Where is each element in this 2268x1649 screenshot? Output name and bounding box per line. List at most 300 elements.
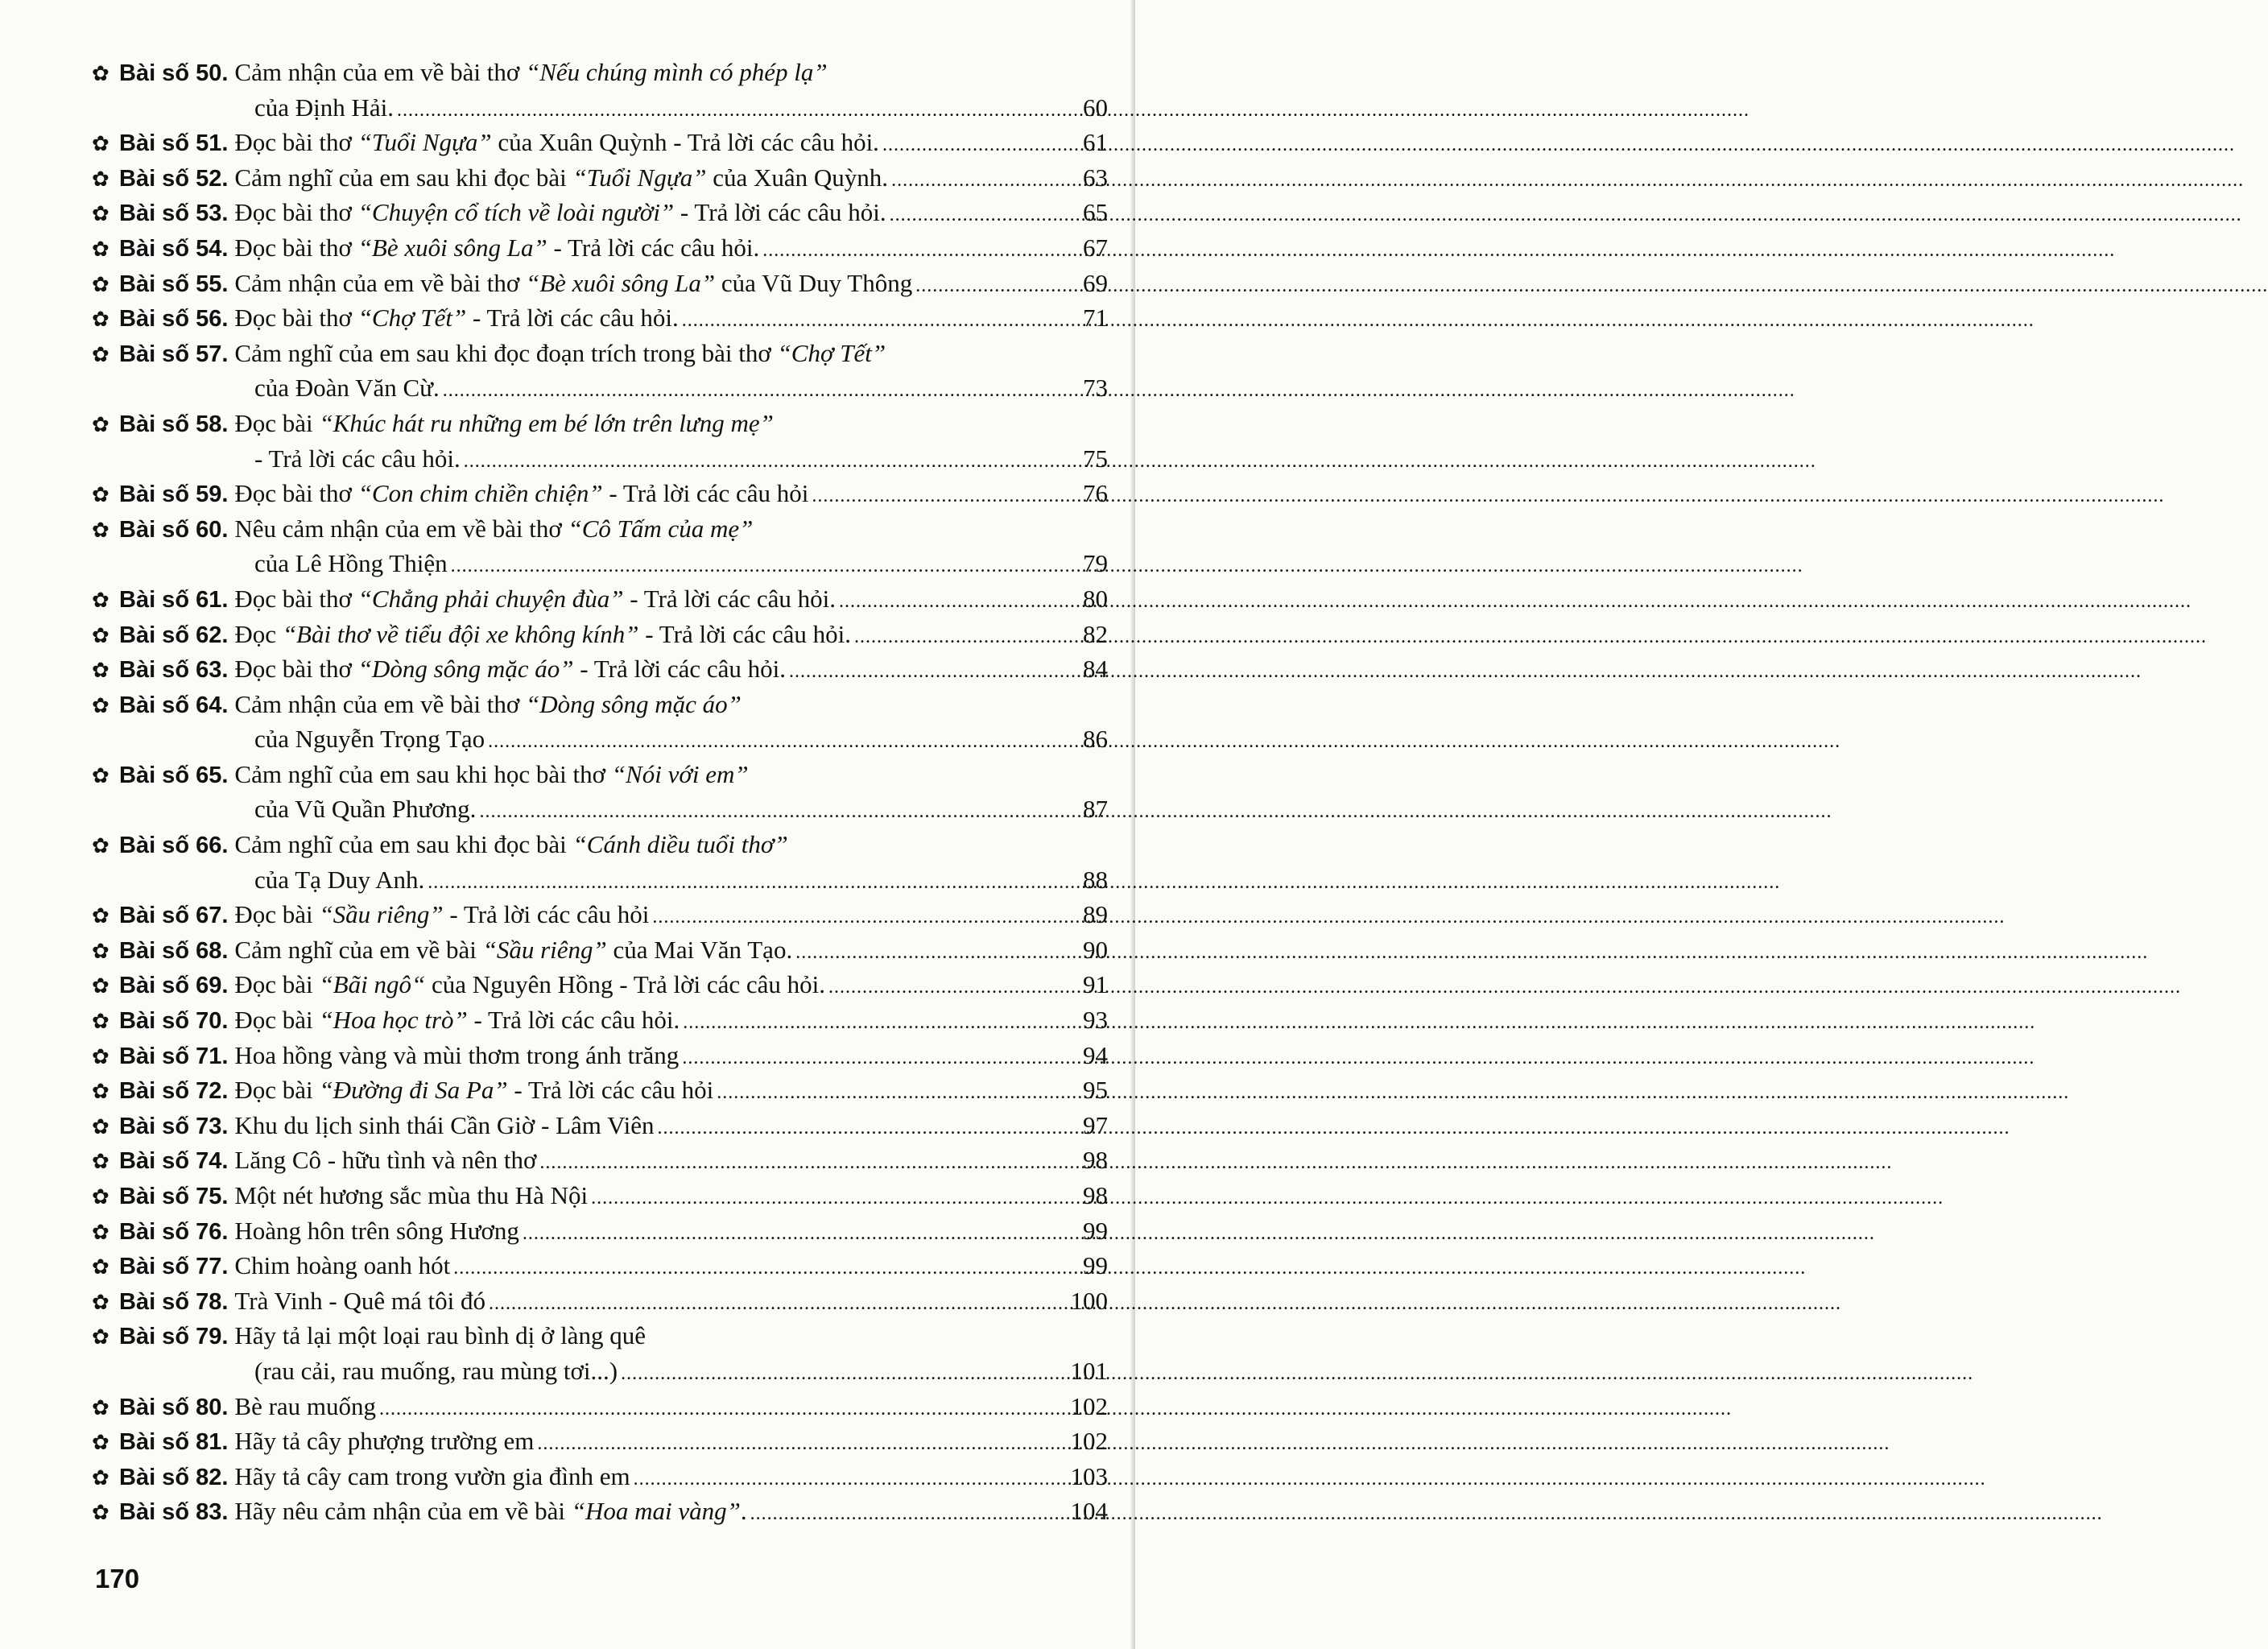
flower-bullet-icon: ✿ — [92, 202, 109, 227]
toc-entry — [92, 476, 1108, 511]
entry-title — [234, 406, 773, 441]
dot-leader — [682, 1038, 1077, 1077]
toc-entry — [92, 1178, 1108, 1213]
toc-entry — [92, 932, 1108, 968]
title-segment: Hãy nêu cảm nhận của em về bài — [234, 1497, 572, 1526]
entry-label: Bài số 71. — [119, 1043, 229, 1069]
entry-title — [234, 336, 886, 371]
entry-label: Bài số 64. — [119, 692, 229, 718]
entry-title — [254, 791, 476, 827]
entry-label: Bài số 61. — [119, 586, 229, 613]
entry-title — [234, 1002, 680, 1038]
dot-leader — [489, 1283, 1068, 1322]
flower-bullet-icon: ✿ — [92, 939, 109, 964]
entry-label: Bài số 54. — [119, 235, 229, 262]
entry-label: Bài số 60. — [119, 516, 229, 543]
title-italic-segment: “Dòng sông mặc áo” — [526, 689, 742, 718]
title-segment: - Trả lời các câu hỏi. — [254, 444, 461, 473]
entry-title — [254, 370, 440, 406]
entry-title — [254, 90, 394, 126]
flower-bullet-icon: ✿ — [92, 904, 109, 929]
dot-leader — [890, 195, 1077, 234]
toc-line — [92, 687, 1108, 722]
entry-title — [234, 757, 748, 792]
dot-leader — [854, 617, 1077, 655]
title-segment: của Nguyên Hồng - Trả lời các câu hỏi. — [425, 970, 825, 999]
entry-title — [234, 511, 753, 547]
entry-page-number: 63 — [1083, 163, 1108, 192]
title-italic-segment: “Bãi ngô“ — [319, 970, 426, 999]
entry-label: Bài số 76. — [119, 1218, 229, 1245]
toc-entry — [92, 160, 1108, 196]
toc-entry — [92, 406, 1108, 476]
entry-label: Bài số 77. — [119, 1254, 229, 1280]
entry-page-number: 80 — [1083, 584, 1108, 613]
entry-title — [234, 1424, 534, 1459]
entry-page-number: 94 — [1083, 1040, 1108, 1069]
entry-page-number: 91 — [1083, 970, 1108, 999]
entry-title — [234, 55, 827, 90]
toc-line — [92, 370, 1108, 406]
dot-leader — [658, 1108, 1078, 1147]
toc-line — [92, 1002, 1108, 1038]
entry-title — [234, 1072, 713, 1108]
title-segment: - Trả lời các câu hỏi. — [547, 233, 760, 262]
flower-bullet-icon: ✿ — [92, 62, 109, 86]
entry-page-number: 61 — [1083, 128, 1108, 157]
toc-line — [92, 195, 1108, 230]
title-segment: Chim hoàng oanh hót — [234, 1251, 451, 1280]
entry-label: Bài số 51. — [119, 130, 229, 157]
entry-title — [234, 1178, 588, 1213]
toc-line — [92, 1108, 1108, 1143]
entry-page-number: 88 — [1083, 865, 1108, 894]
toc-entry — [92, 1424, 1108, 1459]
title-segment: của Xuân Quỳnh. — [706, 163, 889, 192]
entry-label: Bài số 67. — [119, 903, 229, 929]
flower-bullet-icon: ✿ — [92, 1010, 109, 1035]
toc-line — [92, 406, 1108, 441]
flower-bullet-icon: ✿ — [92, 1150, 109, 1175]
entry-page-number: 101 — [1070, 1356, 1108, 1385]
toc-line — [92, 721, 1108, 757]
entry-title — [234, 651, 786, 687]
title-segment: Đọc — [234, 619, 283, 648]
title-segment: Đọc bài thơ — [234, 479, 358, 508]
dot-leader — [717, 1072, 1077, 1111]
toc-entry — [92, 827, 1108, 897]
title-segment: của Lê Hồng Thiện — [254, 549, 448, 578]
entry-page-number: 99 — [1083, 1251, 1108, 1280]
entry-title — [234, 687, 741, 722]
dot-leader — [451, 546, 1077, 585]
title-segment: Khu du lịch sinh thái Cần Giờ - Lâm Viên — [234, 1110, 655, 1139]
toc-line — [92, 125, 1108, 160]
flower-bullet-icon: ✿ — [92, 659, 109, 684]
title-segment: Đọc bài thơ — [234, 304, 358, 333]
entry-label: Bài số 57. — [119, 341, 229, 367]
flower-bullet-icon: ✿ — [92, 483, 109, 508]
entry-label: Bài số 53. — [119, 200, 229, 227]
entry-label: Bài số 63. — [119, 657, 229, 684]
dot-leader — [795, 932, 1077, 971]
dot-leader — [443, 370, 1077, 409]
entry-title — [234, 1283, 485, 1319]
toc-entry — [92, 967, 1108, 1002]
entry-label: Bài số 62. — [119, 622, 229, 648]
toc-line — [92, 90, 1108, 126]
dot-leader — [882, 125, 1077, 163]
title-segment: Cảm nghĩ của em sau khi học bài thơ — [234, 759, 612, 788]
title-segment: - Trả lời các câu hỏi — [443, 900, 650, 929]
title-italic-segment: “Cánh diều tuổi thơ” — [572, 830, 788, 859]
entry-page-number: 67 — [1083, 233, 1108, 262]
toc-entry — [92, 1459, 1108, 1494]
entry-label: Bài số 73. — [119, 1113, 229, 1139]
title-segment: Đọc bài thơ — [234, 655, 358, 684]
toc-line — [92, 1318, 1108, 1354]
entry-label: Bài số 70. — [119, 1008, 229, 1035]
toc-entry — [92, 1494, 1108, 1529]
toc-line — [92, 617, 1108, 652]
entry-label: Bài số 59. — [119, 481, 229, 508]
title-segment: Đọc bài thơ — [234, 233, 358, 262]
dot-leader — [488, 721, 1077, 760]
entry-page-number: 89 — [1083, 900, 1108, 929]
title-segment: - Trả lời các câu hỏi. — [467, 1006, 680, 1035]
toc-entry — [92, 1072, 1108, 1108]
dot-leader — [621, 1354, 1067, 1392]
toc-line — [92, 230, 1108, 266]
toc-line — [92, 1459, 1108, 1494]
entry-page-number: 86 — [1083, 725, 1108, 754]
entry-title — [234, 266, 912, 301]
entry-title — [234, 1213, 519, 1249]
entry-title — [234, 1143, 536, 1178]
title-italic-segment: “Con chim chiền chiện” — [357, 479, 603, 508]
entry-label: Bài số 81. — [119, 1429, 229, 1456]
flower-bullet-icon: ✿ — [92, 1325, 109, 1350]
dot-leader — [464, 441, 1077, 480]
entry-label: Bài số 69. — [119, 973, 229, 999]
entry-title — [234, 1038, 679, 1073]
title-italic-segment: “Nói với em” — [611, 759, 749, 788]
toc-entry — [92, 651, 1108, 687]
entry-page-number: 103 — [1070, 1461, 1108, 1490]
entry-page-number: 102 — [1070, 1427, 1108, 1456]
toc-entry — [92, 1038, 1108, 1073]
toc-line — [92, 1248, 1108, 1283]
toc-line — [92, 1494, 1108, 1529]
title-italic-segment: “Chợ Tết” — [777, 338, 886, 367]
dot-leader — [634, 1459, 1068, 1498]
toc-entry — [92, 1318, 1108, 1388]
toc-line — [92, 651, 1108, 687]
dot-leader — [762, 230, 1077, 269]
dot-leader — [397, 90, 1077, 129]
title-segment: Hãy tả cây cam trong vườn gia đình em — [234, 1461, 630, 1490]
flower-bullet-icon: ✿ — [92, 1080, 109, 1105]
flower-bullet-icon: ✿ — [92, 342, 109, 367]
title-segment: - Trả lời các câu hỏi. — [638, 619, 852, 648]
page-number: 170 — [95, 1564, 140, 1593]
entry-label: Bài số 78. — [119, 1288, 229, 1315]
title-segment: Cảm nhận của em về bài thơ — [234, 58, 526, 86]
entry-page-number: 75 — [1083, 444, 1108, 473]
title-segment: - Trả lời các câu hỏi. — [623, 584, 836, 613]
toc-entry — [92, 230, 1108, 266]
entry-title — [234, 1459, 630, 1494]
title-italic-segment: “Hoa mai vàng” — [571, 1497, 741, 1526]
toc-entry — [92, 511, 1108, 581]
dot-leader — [682, 300, 1077, 339]
toc-line — [92, 862, 1108, 898]
entry-page-number: 97 — [1083, 1110, 1108, 1139]
flower-bullet-icon: ✿ — [92, 518, 109, 543]
entry-page-number: 102 — [1070, 1391, 1108, 1420]
flower-bullet-icon: ✿ — [92, 272, 109, 297]
title-segment: Một nét hương sắc mùa thu Hà Nội — [234, 1181, 589, 1209]
title-segment: Đọc bài — [234, 1076, 320, 1105]
entry-title — [234, 476, 808, 511]
title-segment: Hoàng hôn trên sông Hương — [234, 1216, 519, 1245]
title-italic-segment: “Cô Tấm của mẹ” — [568, 514, 754, 543]
entry-title — [234, 827, 787, 862]
flower-bullet-icon: ✿ — [92, 412, 109, 437]
entry-label: Bài số 80. — [119, 1394, 229, 1420]
title-segment: của Vũ Quần Phương. — [254, 795, 477, 824]
flower-bullet-icon: ✿ — [92, 1044, 109, 1069]
flower-bullet-icon: ✿ — [92, 1431, 109, 1456]
flower-bullet-icon: ✿ — [92, 623, 109, 648]
entry-page-number: 98 — [1083, 1146, 1108, 1175]
dot-leader — [683, 1002, 1077, 1041]
entry-label: Bài số 66. — [119, 833, 229, 859]
toc-line — [92, 1178, 1108, 1213]
toc-line — [92, 1213, 1108, 1249]
toc-line — [92, 827, 1108, 862]
dot-leader — [428, 862, 1077, 901]
title-segment: - Trả lời các câu hỏi — [602, 479, 809, 508]
entry-page-number: 104 — [1070, 1497, 1108, 1526]
entry-page-number: 90 — [1083, 935, 1108, 964]
entry-title — [254, 441, 461, 477]
toc-line — [92, 967, 1108, 1002]
toc-line — [92, 581, 1108, 617]
toc-entry — [92, 617, 1108, 652]
toc-line — [92, 932, 1108, 968]
title-segment: Cảm nhận của em về bài thơ — [234, 268, 526, 297]
toc-entry — [92, 687, 1108, 757]
title-segment: Cảm nghĩ của em sau khi đọc đoạn trích trong bài thơ — [234, 338, 778, 367]
title-segment: Cảm nghĩ của em sau khi đọc bài — [234, 830, 573, 859]
entry-page-number: 76 — [1083, 479, 1108, 508]
entry-page-number: 60 — [1083, 93, 1108, 122]
title-italic-segment: “Hoa học trò” — [319, 1006, 468, 1035]
title-italic-segment: “Chợ Tết” — [357, 304, 467, 333]
title-segment: Bè rau muống — [234, 1391, 377, 1420]
toc-entry — [92, 266, 1108, 301]
title-italic-segment: “Sầu riêng” — [319, 900, 444, 929]
title-italic-segment: “Chuyện cổ tích về loài người” — [357, 198, 675, 227]
flower-bullet-icon: ✿ — [92, 1255, 109, 1280]
entry-title — [234, 195, 886, 230]
title-segment: Đọc bài — [234, 1006, 320, 1035]
entry-label: Bài số 55. — [119, 271, 229, 297]
entry-page-number: 84 — [1083, 655, 1108, 684]
title-segment: của Tạ Duy Anh. — [254, 865, 425, 894]
entry-page-number: 87 — [1083, 795, 1108, 824]
title-segment: Hãy tả lại một loại rau bình dị ở làng quê — [234, 1321, 646, 1350]
title-segment: Đọc bài thơ — [234, 198, 358, 227]
entry-title — [234, 1108, 654, 1143]
title-italic-segment: “Sầu riêng” — [482, 935, 607, 964]
entry-title — [234, 897, 649, 932]
toc-line — [92, 1143, 1108, 1178]
entry-title — [254, 1354, 618, 1389]
title-segment: Nêu cảm nhận của em về bài thơ — [234, 514, 568, 543]
title-segment: Đọc bài — [234, 408, 320, 437]
entry-title — [234, 1389, 376, 1424]
title-segment: của Đoàn Văn Cừ. — [254, 374, 440, 403]
toc-line — [92, 897, 1108, 932]
toc-line — [92, 1389, 1108, 1424]
entry-label: Bài số 50. — [119, 60, 229, 86]
entry-title — [234, 160, 888, 196]
dot-leader — [812, 476, 1077, 515]
entry-label: Bài số 79. — [119, 1324, 229, 1350]
flower-bullet-icon: ✿ — [92, 132, 109, 157]
entry-label: Bài số 58. — [119, 411, 229, 437]
dot-leader — [839, 581, 1077, 620]
title-italic-segment: “Tuổi Ngựa” — [572, 163, 707, 192]
flower-bullet-icon: ✿ — [92, 237, 109, 262]
toc-entry — [92, 897, 1108, 932]
title-segment: của Xuân Quỳnh - Trả lời các câu hỏi. — [491, 128, 879, 157]
entry-page-number: 95 — [1083, 1076, 1108, 1105]
toc-line — [92, 546, 1108, 581]
flower-bullet-icon: ✿ — [92, 1220, 109, 1245]
title-segment: Trà Vinh - Quê má tôi đó — [234, 1286, 485, 1315]
title-segment: Lăng Cô - hữu tình và nên thơ — [234, 1146, 537, 1175]
title-segment: Đọc bài thơ — [234, 128, 358, 157]
title-segment: của Nguyễn Trọng Tạo — [254, 725, 485, 754]
title-segment: Hoa hồng vàng và mùi thơm trong ánh trăng — [234, 1040, 680, 1069]
flower-bullet-icon: ✿ — [92, 308, 109, 333]
toc-entry — [92, 336, 1108, 406]
title-italic-segment: “Bè xuôi sông La” — [357, 233, 547, 262]
toc-line — [92, 511, 1108, 547]
entry-label: Bài số 82. — [119, 1464, 229, 1490]
title-italic-segment: “Dòng sông mặc áo” — [357, 655, 574, 684]
toc-line — [92, 1424, 1108, 1459]
title-italic-segment: “Bè xuôi sông La” — [526, 268, 716, 297]
flower-bullet-icon: ✿ — [92, 1114, 109, 1139]
dot-leader — [479, 791, 1077, 830]
entry-page-number: 73 — [1083, 374, 1108, 403]
entry-page-number: 99 — [1083, 1216, 1108, 1245]
toc-line — [92, 300, 1108, 336]
entry-label: Bài số 52. — [119, 165, 229, 192]
toc-entry — [92, 55, 1108, 125]
entry-label: Bài số 56. — [119, 306, 229, 333]
title-segment: Cảm nghĩ của em về bài — [234, 935, 483, 964]
title-italic-segment: “Bài thơ về tiểu đội xe không kính” — [282, 619, 639, 648]
title-segment: Đọc bài thơ — [234, 584, 358, 613]
entry-title — [234, 967, 825, 1002]
entry-label: Bài số 74. — [119, 1148, 229, 1175]
toc-line — [92, 1038, 1108, 1073]
entry-page-number: 79 — [1083, 549, 1108, 578]
dot-leader — [750, 1494, 1068, 1532]
title-segment: - Trả lời các câu hỏi — [507, 1076, 714, 1105]
title-segment: của Định Hải. — [254, 93, 395, 122]
toc-line — [92, 791, 1108, 827]
entry-title — [234, 300, 678, 336]
entry-page-number: 100 — [1070, 1286, 1108, 1315]
title-segment: Đọc bài — [234, 970, 320, 999]
toc-line — [92, 1354, 1108, 1389]
dot-leader — [537, 1424, 1067, 1462]
flower-bullet-icon: ✿ — [92, 1290, 109, 1315]
flower-bullet-icon: ✿ — [92, 763, 109, 788]
title-italic-segment: “Tuổi Ngựa” — [357, 128, 492, 157]
flower-bullet-icon: ✿ — [92, 1501, 109, 1526]
toc-line — [92, 160, 1108, 196]
title-segment: Đọc bài — [234, 900, 320, 929]
flower-bullet-icon: ✿ — [92, 834, 109, 859]
entry-label: Bài số 75. — [119, 1184, 229, 1209]
title-italic-segment: “Khúc hát ru những em bé lớn trên lưng mẹ” — [319, 408, 774, 437]
dot-leader — [539, 1143, 1077, 1181]
dot-leader — [828, 967, 1077, 1006]
entry-label: Bài số 72. — [119, 1078, 229, 1105]
entry-title — [234, 1318, 646, 1354]
dot-leader — [789, 651, 1077, 690]
entry-title — [234, 1494, 746, 1529]
table-of-contents — [92, 55, 1108, 1529]
entry-title — [234, 581, 836, 617]
toc-entry — [92, 1283, 1108, 1319]
entry-title — [234, 932, 792, 968]
flower-bullet-icon: ✿ — [92, 167, 109, 192]
toc-line — [92, 55, 1108, 90]
title-segment: Cảm nghĩ của em sau khi đọc bài — [234, 163, 573, 192]
toc-entry — [92, 1213, 1108, 1249]
entry-title — [234, 617, 851, 652]
dot-leader — [523, 1213, 1077, 1252]
dot-leader — [891, 160, 1077, 199]
entry-page-number: 93 — [1083, 1006, 1108, 1035]
dot-leader — [652, 897, 1077, 936]
entry-label: Bài số 83. — [119, 1499, 229, 1526]
title-segment: - Trả lời các câu hỏi. — [466, 304, 679, 333]
toc-line — [92, 1283, 1108, 1319]
entry-title — [234, 230, 759, 266]
toc-line — [92, 757, 1108, 792]
toc-entry — [92, 195, 1108, 230]
entry-label: Bài số 65. — [119, 762, 229, 788]
title-segment: (rau cải, rau muống, rau mùng tơi...) — [254, 1356, 618, 1385]
entry-page-number: 71 — [1083, 304, 1108, 333]
toc-entry — [92, 1108, 1108, 1143]
entry-title — [234, 1248, 450, 1283]
entry-title — [254, 721, 485, 757]
entry-label: Bài số 68. — [119, 937, 229, 964]
title-italic-segment: “Đường đi Sa Pa” — [319, 1076, 508, 1105]
toc-entry — [92, 1389, 1108, 1424]
entry-title — [234, 125, 879, 160]
